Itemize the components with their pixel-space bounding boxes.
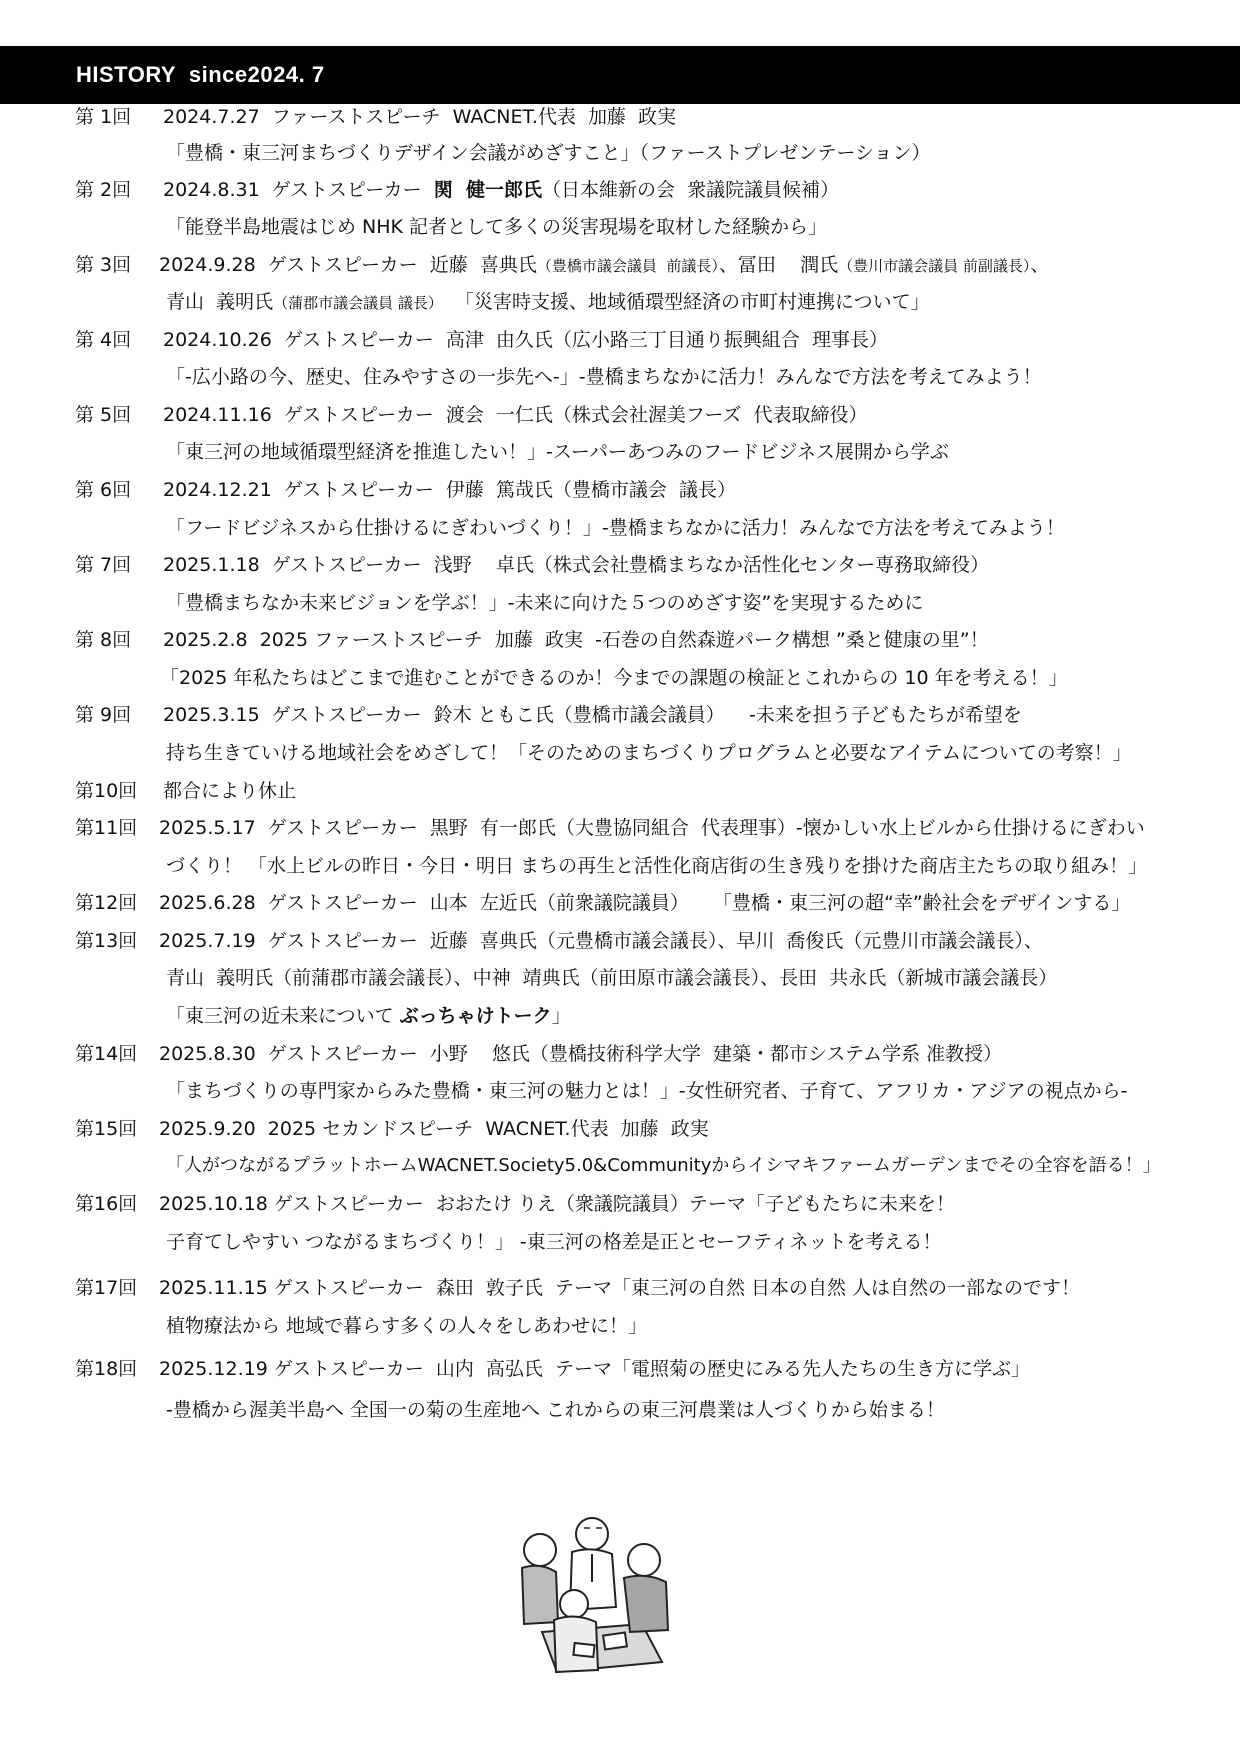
session-topic [166,290,930,315]
session-topic: 「豊橋まちなか未来ビジョンを学ぶ！」-未来に向けた５つのめざす姿”を実現するために [166,592,924,614]
session-topic: 「能登半島地震はじめ NHK 記者として多くの災害現場を取材した経験から」 [166,216,828,238]
session-topic: 「人がつながるプラットホームWACNET.Society5.0&Communityからイシマキファームガーデンまでその全容を語る！」 [166,1155,1161,1176]
session-topic: 「東三河の地域循環型経済を推進したい！」-スーパーあつみのフードビジネス展開から学ぶ [166,441,949,463]
separator: 、 [1030,254,1050,276]
session-details: 2025.6.28 ゲストスピーカー 山本 左近氏（前衆議院議員） 「豊橋・東三河の超“幸”齢社会をデザインする」 [159,892,1131,914]
session-number: 第 5回 [75,404,132,426]
session-topic: 植物療法から 地域で暮らす多くの人々をしあわせに！」 [166,1315,648,1337]
session-topic [166,1004,571,1028]
session-number: 第10回 [75,780,138,802]
person-left-body [522,1566,558,1624]
session-details: 2025.2.8 2025 ファーストスピーチ 加藤 政実 -石巻の自然森遊パーク構想 ”桑と健康の里”！ [163,629,989,651]
topic-title: 「東三河の近未来について [166,1005,400,1027]
session-details: 2025.12.19 ゲストスピーカー 山内 高弘氏 テーマ「電照菊の歴史にみる先人たちの生き方に学ぶ」 [159,1358,1030,1380]
session-details: 2025.8.30 ゲストスピーカー 小野 悠氏（豊橋技術科学大学 建築・都市システム学系 准教授） [159,1043,1003,1065]
speaker-affiliation: （日本維新の会 衆議院議員候補） [542,179,840,201]
session-details: 2025.1.18 ゲストスピーカー 浅野 卓氏（株式会社豊橋まちなか活性化センター専務取締役） [163,554,990,576]
session-date-speaker: 2024.9.28 ゲストスピーカー 近藤 喜典氏 [159,254,537,276]
session-date-role: 2024.8.31 ゲストスピーカー [163,179,434,201]
session-topic: 「フードビジネスから仕掛けるにぎわいづくり！」-豊橋まちなかに活力！みんなで方法を考えてみよう！ [166,517,1065,539]
session-speakers: 青山 義明氏（前蒲郡市議会議長）、中神 靖典氏（前田原市議会議長）、長田 共永氏（新城市議会議長） [166,967,1058,989]
person-front-head [560,1590,588,1618]
session-number: 第 4回 [75,329,132,351]
session-number: 第 7回 [75,554,132,576]
person-left-head [524,1534,556,1566]
topic-title: 「災害時支援、地域循環型経済の市町村連携について」 [442,291,930,313]
session-number: 第15回 [75,1118,138,1140]
session-number: 第17回 [75,1277,138,1299]
session-details: 2024.7.27 ファーストスピーチ WACNET.代表 加藤 政実 [163,106,677,128]
topic-emphasis: ぶっちゃけトーク [399,1005,552,1027]
session-topic: 「まちづくりの専門家からみた豊橋・東三河の魅力とは！」-女性研究者、子育て、アフリカ・アジアの視点から- [166,1080,1128,1102]
session-number: 第12回 [75,892,138,914]
session-details: 2025.5.17 ゲストスピーカー 黒野 有一郎氏（大豊協同組合 代表理事）-懐かしい水上ビルから仕掛けるにぎわい [159,817,1145,839]
session-topic: 「2025 年私たちはどこまで進むことができるのか！今までの課題の検証とこれからの 10 年を考える！」 [160,667,1068,689]
session-details: 2024.10.26 ゲストスピーカー 高津 由久氏（広小路三丁目通り振興組合 理事長） [163,329,889,351]
session-topic: 「豊橋・東三河まちづくりデザイン会議がめざすこと」（ファーストプレゼンテーション） [166,142,931,164]
person-center-head [576,1518,608,1550]
session-details: 2024.11.16 ゲストスピーカー 渡会 一仁氏（株式会社渥美フーズ 代表取締役） [163,404,868,426]
second-speaker: 、冨田 潤氏 [718,254,839,276]
third-speaker: 青山 義明氏 [166,291,274,313]
session-number: 第14回 [75,1043,138,1065]
session-topic: づくり！ 「水上ビルの昨日・今日・明日 まちの再生と活性化商店街の生き残りを掛けた商店主たちの取り組み！」 [166,855,1148,877]
session-number: 第11回 [75,817,138,839]
person-right-head [628,1544,660,1576]
session-number: 第16回 [75,1193,138,1215]
session-topic: 「-広小路の今、歴史、住みやすさの一歩先へ-」-豊橋まちなかに活力！みんなで方法を考えてみよう！ [166,366,1042,388]
session-number: 第 2回 [75,179,132,201]
meeting-illustration [512,1512,672,1682]
speaker-affiliation: （豊橋市議会議員 前議長） [536,257,719,275]
page-title: HISTORY since2024. 7 [76,62,325,87]
session-number: 第 3回 [75,254,132,276]
session-topic: -豊橋から渥美半島へ 全国一の菊の生産地へ これからの東三河農業は人づくりから始まる！ [166,1399,945,1421]
speaker-affiliation: （蒲郡市議会議員 議長） [273,294,443,312]
session-details: 2025.11.15 ゲストスピーカー 森田 敦子氏 テーマ「東三河の自然 日本の自然 人は自然の一部なのです！ [159,1277,1081,1299]
session-details: 2025.3.15 ゲストスピーカー 鈴木 ともこ氏（豊橋市議会議員） -未来を担う子どもたちが希望を [163,704,1022,726]
session-topic: 持ち生きていける地域社会をめざして！「そのためのまちづくりプログラムと必要なアイテムについての考察！」 [166,742,1132,764]
session-details: 2025.10.18 ゲストスピーカー おおたけ りえ（衆議院議員）テーマ「子どもたちに未来を！ [159,1193,955,1215]
session-details: 2024.12.21 ゲストスピーカー 伊藤 篤哉氏（豊橋市議会 議長） [163,479,737,501]
speaker-name: 関 健一郎氏 [433,179,543,201]
session-details [163,178,839,202]
session-number: 第 8回 [75,629,132,651]
session-number: 第 1回 [75,106,132,128]
session-number: 第 6回 [75,479,132,501]
session-topic: 子育てしやすい つながるまちづくり！」 -東三河の格差是正とセーフティネットを考える！ [166,1231,942,1253]
session-number: 第13回 [75,930,138,952]
person-right-body [624,1576,668,1632]
session-number: 第 9回 [75,704,132,726]
session-details [159,253,1049,278]
speaker-affiliation: （豊川市議会議員 前副議長） [838,257,1031,275]
session-number: 第18回 [75,1358,138,1380]
session-details: 2025.7.19 ゲストスピーカー 近藤 喜典氏（元豊橋市議会議長）、早川 喬俊氏（元豊川市議会議長）、 [159,930,1043,952]
topic-close: 」 [551,1005,571,1027]
session-details: 2025.9.20 2025 セカンドスピーチ WACNET.代表 加藤 政実 [159,1118,709,1140]
session-details: 都合により休止 [163,780,297,802]
